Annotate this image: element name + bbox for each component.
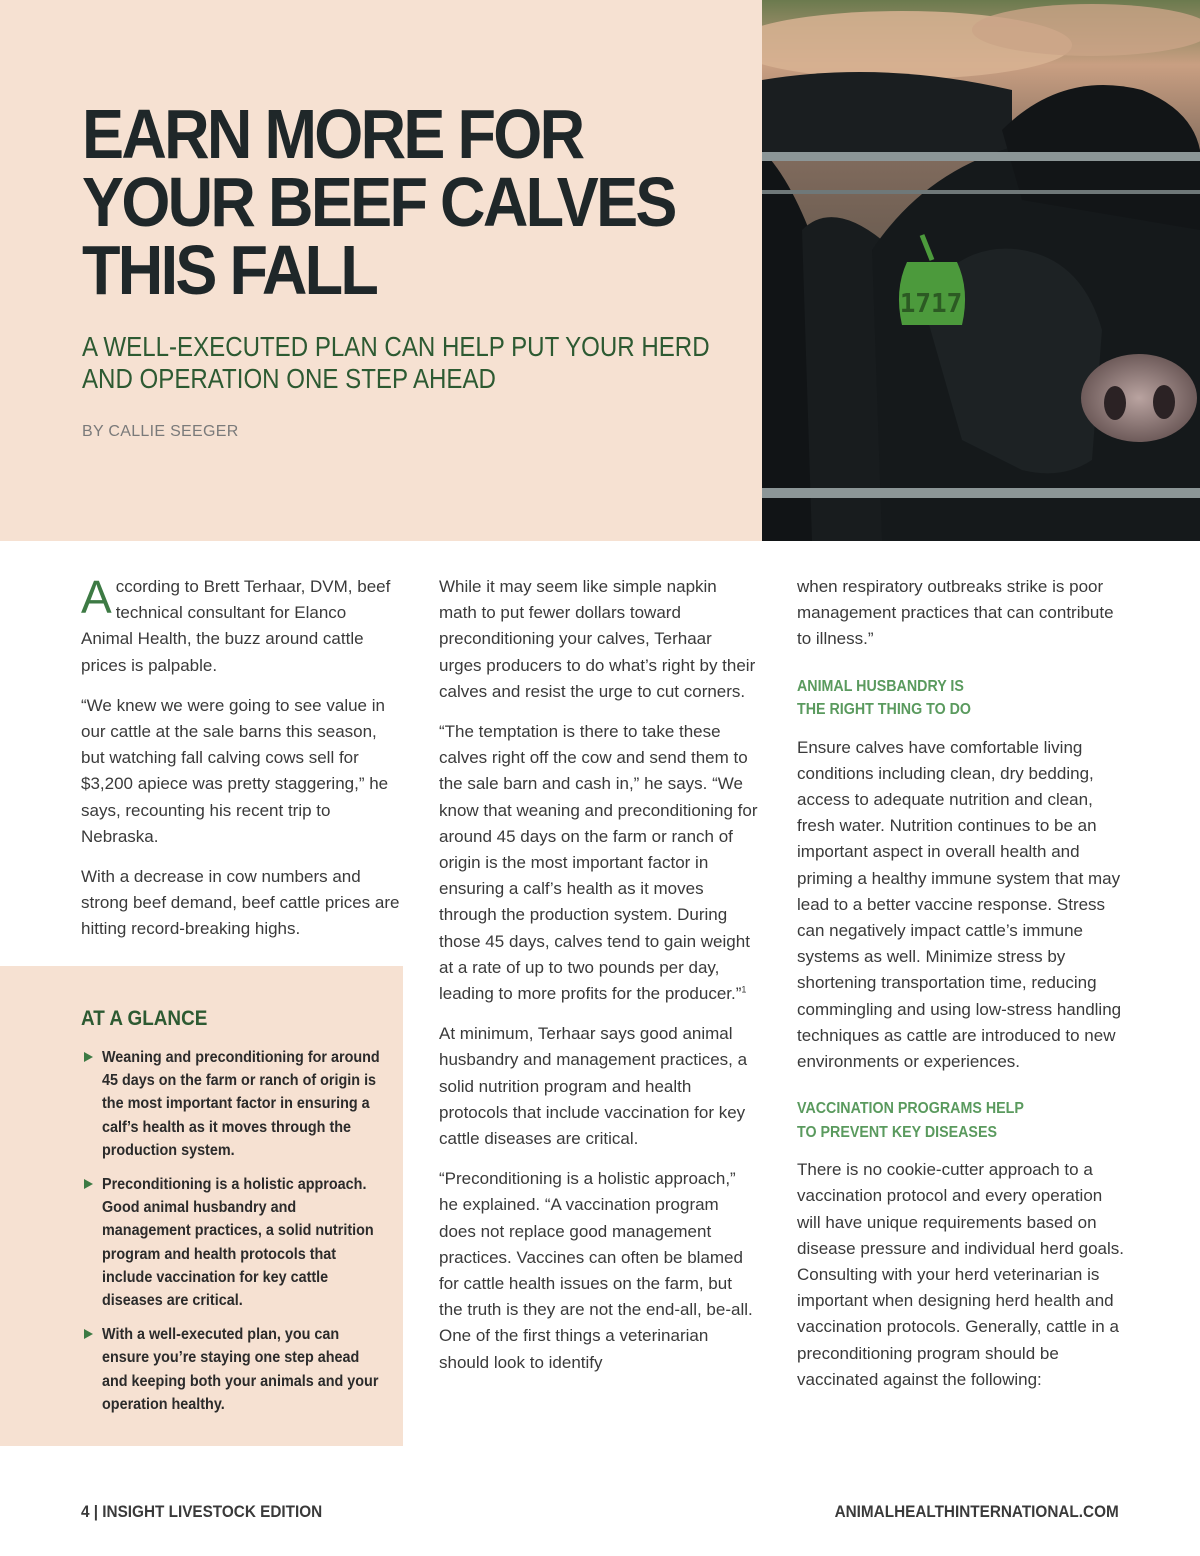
- at-a-glance-title: AT A GLANCE: [81, 1007, 208, 1030]
- list-item: [81, 1323, 381, 1416]
- triangle-bullet-icon: [84, 1052, 93, 1062]
- subhead-line: VACCINATION PROGRAMS HELP: [797, 1100, 1024, 1118]
- paragraph: “Preconditioning is a holistic approach,” he explained. “A vaccination program does not replace good management practices. Vaccines can often be blamed for cattle health issues on the farm, but the truth is they are not the end-all, be-all. One of the first things a veterinarian should look to identify: [439, 1169, 753, 1372]
- paragraph-text: ccording to Brett Terhaar, DVM, beef technical consultant for Elanco Animal Health, the buzz around cattle prices is palpable.: [81, 577, 391, 675]
- subhead-line: TO PREVENT KEY DISEASES: [797, 1123, 997, 1141]
- footnote-marker: 1: [741, 984, 747, 995]
- byline: BY CALLIE SEEGER: [82, 423, 239, 440]
- article-column-3: [797, 574, 1127, 1407]
- subhead-line: THE RIGHT THING TO DO: [797, 701, 972, 719]
- paragraph: While it may seem like simple napkin math to put fewer dollars toward preconditioning your calves, Terhaar urges producers to do what’s right by their calves and resist the urge to cut corners.: [439, 577, 756, 701]
- list-item-text: Weaning and preconditioning for around 45 days on the farm or ranch of origin is the most important factor in ensuring a calf’s health as it moves through the production system.: [102, 1049, 380, 1159]
- paragraph: [439, 719, 759, 1007]
- subtitle-line-1: A WELL-EXECUTED PLAN CAN HELP PUT YOUR HERD: [82, 331, 710, 362]
- article-title: [82, 95, 675, 309]
- paragraph: [81, 571, 401, 679]
- section-subhead: [797, 675, 1101, 722]
- page-footer-website: ANIMALHEALTHINTERNATIONAL.COM: [834, 1502, 1119, 1521]
- at-a-glance-list: [81, 1046, 381, 1427]
- subhead-line: ANIMAL HUSBANDRY IS: [797, 677, 964, 695]
- list-item: [81, 1173, 381, 1312]
- title-line-2: YOUR BEEF CALVES: [82, 163, 675, 241]
- cattle-photo: [762, 0, 1200, 541]
- paragraph: With a decrease in cow numbers and strong beef demand, beef cattle prices are hitting record-breaking highs.: [81, 867, 400, 939]
- title-line-3: THIS FALL: [82, 231, 377, 309]
- paragraph: At minimum, Terhaar says good animal husbandry and management practices, a solid nutrition program and health protocols that include vaccination for key cattle diseases are critical.: [439, 1024, 748, 1149]
- list-item: [81, 1046, 381, 1162]
- article-column-1: [81, 571, 401, 957]
- cattle-illustration: [762, 0, 1200, 541]
- ear-tag-number: 1717: [899, 289, 963, 319]
- triangle-bullet-icon: [84, 1329, 93, 1339]
- paragraph: There is no cookie-cutter approach to a vaccination protocol and every operation will have unique requirements based on disease pressure and individual herd goals. Consulting with your herd veterinarian is important when designing herd health and vaccination protocols. Generally, cattle in a preconditioning program should be vaccinated against the following:: [797, 1160, 1124, 1389]
- paragraph-text: “The temptation is there to take these calves right off the cow and send them to the sale barn and cash in,” he says. “We know that weaning and preconditioning for around 45 days on the farm or ranch of origin is the most important factor in ensuring a calf’s health as it moves through the production system. During those 45 days, calves tend to gain weight at a rate of up to two pounds per day, leading to more profits for the producer.”: [439, 722, 758, 1004]
- drop-cap: A: [81, 571, 112, 623]
- at-a-glance-box: [0, 966, 403, 1446]
- article-column-2: [439, 574, 759, 1390]
- title-line-1: EARN MORE FOR: [82, 95, 583, 173]
- paragraph: Ensure calves have comfortable living conditions including clean, dry bedding, access to adequate nutrition and clean, fresh water. Nutrition continues to be an important aspect in overall health and priming a healthy immune system that may lead to a better vaccine response. Stress can negatively impact cattle’s immune systems as well. Minimize stress by shortening transportation time, reducing commingling and using low-stress handling techniques as cattle are introduced to new environments or experiences.: [797, 737, 1122, 1072]
- article-subtitle: [82, 331, 710, 395]
- paragraph: “We knew we were going to see value in our cattle at the sale barns this season, but watching fall calving cows sell for $3,200 apiece was pretty staggering,” he says, recounting his recent trip to Nebraska.: [81, 695, 389, 846]
- subtitle-line-2: AND OPERATION ONE STEP AHEAD: [82, 363, 496, 394]
- list-item-text: Preconditioning is a holistic approach. Good animal husbandry and management practices, a solid nutrition program and health protocols that include vaccination for key cattle diseases are critical.: [102, 1176, 374, 1310]
- list-item-text: With a well-executed plan, you can ensure you’re staying one step ahead and keeping both your animals and your operation healthy.: [102, 1326, 379, 1413]
- section-subhead: [797, 1097, 1101, 1144]
- page-footer-folio: 4 | INSIGHT LIVESTOCK EDITION: [81, 1502, 323, 1521]
- triangle-bullet-icon: [84, 1179, 93, 1189]
- paragraph: when respiratory outbreaks strike is poor management practices that can contribute to illness.”: [797, 577, 1114, 649]
